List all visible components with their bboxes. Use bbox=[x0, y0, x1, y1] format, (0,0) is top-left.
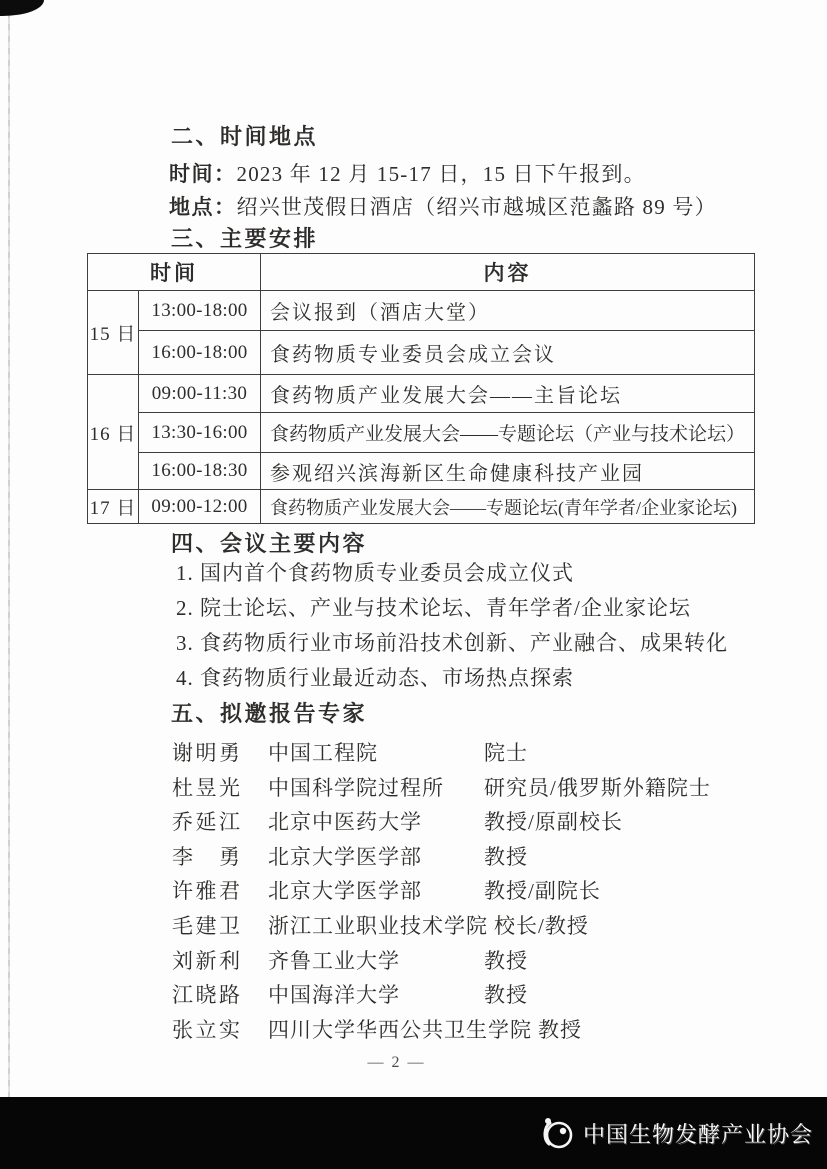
footer-bar bbox=[0, 1097, 827, 1169]
content-cell: 食药物质专业委员会成立会议 bbox=[261, 331, 755, 375]
time-cell: 13:00-18:00 bbox=[139, 291, 261, 331]
time-cell: 09:00-12:00 bbox=[139, 490, 261, 524]
expert-row bbox=[172, 736, 711, 771]
expert-row bbox=[172, 978, 711, 1013]
expert-organization: 北京大学医学部 bbox=[268, 879, 422, 904]
day-cell: 15 日 bbox=[88, 291, 139, 375]
expert-organization: 齐鲁工业大学 bbox=[268, 948, 400, 973]
expert-organization: 北京大学医学部 bbox=[268, 844, 422, 869]
association-name: 中国生物发酵产业协会 bbox=[582, 1121, 813, 1147]
list-item: 2. 院士论坛、产业与技术论坛、青年学者/企业家论坛 bbox=[176, 596, 691, 620]
expert-name: 李 勇 bbox=[172, 844, 243, 869]
section-time-place-heading: 二、时间地点 bbox=[171, 124, 319, 149]
schedule-table bbox=[87, 253, 755, 524]
time-value: 2023 年 12 月 15-17 日，15 日下午报到。 bbox=[236, 162, 646, 186]
place-label: 地点： bbox=[169, 195, 237, 219]
expert-row bbox=[172, 909, 711, 944]
column-header-content: 内容 bbox=[261, 254, 755, 291]
section-schedule-heading: 三、主要安排 bbox=[171, 226, 319, 251]
expert-row bbox=[172, 1013, 711, 1048]
expert-title: 院士 bbox=[484, 741, 528, 765]
main-content-list bbox=[176, 556, 728, 696]
globe-logo-icon bbox=[537, 1113, 575, 1153]
place-value: 绍兴世茂假日酒店（绍兴市越城区范蠡路 89 号） bbox=[236, 195, 717, 219]
expert-name: 乔延江 bbox=[172, 810, 243, 835]
day-cell: 17 日 bbox=[88, 490, 139, 524]
expert-title: 教授 bbox=[538, 1017, 582, 1042]
expert-row bbox=[172, 840, 711, 875]
expert-name: 刘新利 bbox=[172, 948, 243, 973]
column-header-time: 时间 bbox=[88, 254, 261, 291]
section-main-content-heading: 四、会议主要内容 bbox=[171, 531, 368, 556]
scan-corner-mark bbox=[0, 0, 44, 16]
schedule-row bbox=[88, 291, 755, 331]
time-cell: 16:00-18:00 bbox=[139, 331, 261, 375]
schedule-row bbox=[88, 490, 755, 524]
content-cell: 食药物质产业发展大会——专题论坛（产业与技术论坛） bbox=[261, 413, 755, 453]
schedule-row bbox=[88, 331, 755, 375]
expert-row bbox=[172, 771, 711, 806]
schedule-row bbox=[88, 413, 755, 453]
expert-organization: 中国海洋大学 bbox=[268, 983, 400, 1008]
expert-title: 教授 bbox=[484, 948, 528, 973]
expert-name: 张立实 bbox=[172, 1017, 243, 1042]
expert-name: 谢明勇 bbox=[172, 741, 243, 765]
list-item: 1. 国内首个食药物质专业委员会成立仪式 bbox=[176, 561, 574, 585]
expert-row bbox=[172, 944, 711, 979]
time-line bbox=[169, 158, 646, 188]
expert-name: 毛建卫 bbox=[172, 913, 243, 938]
expert-list bbox=[172, 736, 711, 1047]
list-item: 3. 食药物质行业市场前沿技术创新、产业融合、成果转化 bbox=[176, 631, 728, 655]
expert-title: 校长/教授 bbox=[494, 913, 589, 938]
expert-name: 江晓路 bbox=[172, 983, 243, 1008]
time-cell: 16:00-18:30 bbox=[139, 453, 261, 490]
time-cell: 13:30-16:00 bbox=[139, 413, 261, 453]
schedule-row bbox=[88, 453, 755, 490]
expert-organization: 中国工程院 bbox=[268, 741, 378, 765]
schedule-row bbox=[88, 375, 755, 413]
expert-organization: 北京中医药大学 bbox=[268, 810, 422, 835]
page-number: — 2 — bbox=[367, 1054, 426, 1071]
expert-organization: 四川大学华西公共卫生学院 bbox=[268, 1017, 532, 1042]
section-invited-experts-heading: 五、拟邀报告专家 bbox=[171, 701, 368, 726]
day-cell: 16 日 bbox=[88, 375, 139, 490]
time-cell: 09:00-11:30 bbox=[139, 375, 261, 413]
expert-row bbox=[172, 874, 711, 909]
expert-title: 教授/副院长 bbox=[484, 879, 601, 904]
place-line bbox=[169, 191, 717, 221]
expert-title: 教授/原副校长 bbox=[484, 810, 623, 835]
content-cell: 参观绍兴滨海新区生命健康科技产业园 bbox=[261, 453, 755, 490]
schedule-header-row bbox=[88, 254, 755, 291]
content-cell: 食药物质产业发展大会——专题论坛(青年学者/企业家论坛) bbox=[261, 490, 755, 524]
content-cell: 会议报到（酒店大堂） bbox=[261, 291, 755, 331]
expert-title: 研究员/俄罗斯外籍院士 bbox=[484, 775, 711, 800]
time-label: 时间： bbox=[169, 162, 237, 186]
expert-title: 教授 bbox=[484, 844, 528, 869]
expert-organization: 浙江工业职业技术学院 bbox=[268, 913, 488, 938]
expert-organization: 中国科学院过程所 bbox=[268, 775, 444, 800]
expert-row bbox=[172, 805, 711, 840]
list-item: 4. 食药物质行业最近动态、市场热点探索 bbox=[176, 666, 574, 690]
scan-edge-line bbox=[8, 0, 10, 1097]
content-cell: 食药物质产业发展大会——主旨论坛 bbox=[261, 375, 755, 413]
expert-name: 许雅君 bbox=[172, 879, 243, 904]
expert-name: 杜昱光 bbox=[172, 775, 243, 800]
expert-title: 教授 bbox=[484, 983, 528, 1008]
